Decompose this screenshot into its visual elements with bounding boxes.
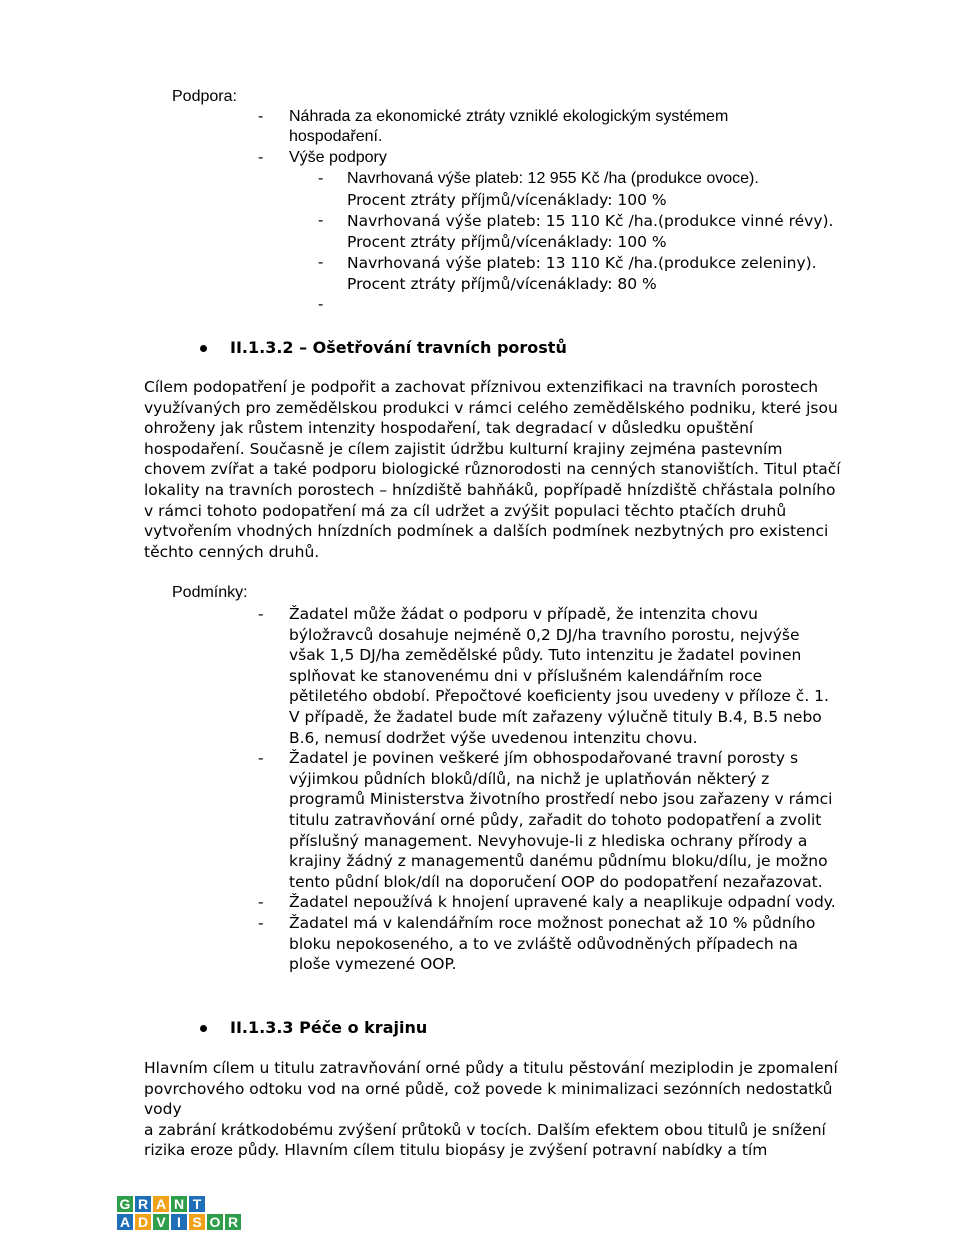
section1-text: Cílem podopatření je podpořit a zachovat příznivou extenzifikaci na travních porostech využívaných pro zemědělskou produkci v rámci celého zemědělského podniku, které jsou ohroženy jak růstem intenzity hospodaření, tak degradací v důsledku opuštění hospodaření. Současně je cílem zajistit údržbu kulturní krajiny zejména pastevním chovem zvířat a také podporu biologické různorodosti na cenných stanovištích. Titul ptačí lokality na travních porostech – hnízdiště bahňáků, popřípadě hnízdiště chřástala polního v rámci tohoto podopatření má za cíl udržet a zvýšit populaci těchto ptačích druhů vytvořením vhodných hnízdních podmínek a dalších podmínek nezbytných pro existenci těchto cenných druhů. xyxy=(144,378,841,561)
logo-letter: S xyxy=(189,1214,205,1230)
sub-item-3-line1: Navrhovaná výše plateb: 13 110 Kč /ha.(produkce zeleniny). xyxy=(347,254,817,272)
list-dash: - xyxy=(258,605,264,623)
list-dash: - xyxy=(258,913,264,932)
logo-letter: V xyxy=(153,1214,169,1230)
sub-item-1-line1: Navrhovaná výše plateb: 12 955 Kč /ha (produkce ovoce). xyxy=(347,170,759,187)
podpora-item-1-cont: hospodaření. xyxy=(289,128,383,145)
sub-dash-1: - xyxy=(318,170,324,187)
grant-advisor-logo xyxy=(117,1196,241,1232)
sub-dash-2: - xyxy=(318,212,324,229)
list-item-text: Žadatel nepoužívá k hnojení upravené kaly a neaplikuje odpadní vody. xyxy=(289,893,836,912)
logo-letter: N xyxy=(171,1196,187,1212)
sub-item-2-line1: Navrhovaná výše plateb: 15 110 Kč /ha.(produkce vinné révy). xyxy=(347,212,834,230)
logo-letter: A xyxy=(117,1214,133,1230)
podpora-label: Podpora: xyxy=(172,88,237,105)
logo-letter: A xyxy=(153,1196,169,1212)
podpora-item-dash-2: - xyxy=(258,149,264,166)
bullet-icon xyxy=(200,1025,207,1032)
section1-paragraph xyxy=(144,377,844,562)
section2-paragraph xyxy=(144,1058,844,1161)
list-dash: - xyxy=(258,893,264,912)
list-item xyxy=(258,604,838,748)
bullet-icon xyxy=(200,345,207,352)
sub-item-3-line2: Procent ztráty příjmů/vícenáklady: 80 % xyxy=(347,275,657,293)
section-title-2: II.1.3.3 Péče o krajinu xyxy=(230,1018,428,1037)
sub-item-1-line2: Procent ztráty příjmů/vícenáklady: 100 % xyxy=(347,191,667,209)
section2-text-2: a zabrání krátkodobému zvýšení průtoků v tocích. Dalším efektem obou titulů je snížení rizika eroze půdy. Hlavním cílem titulu biopásy je zvýšení potravní nabídky a tím xyxy=(144,1120,826,1160)
logo-row-1 xyxy=(117,1196,241,1212)
sub-dash-3: - xyxy=(318,254,324,271)
sub-dash-empty: - xyxy=(318,296,324,313)
list-item-text: Žadatel může žádat o podporu v případě, že intenzita chovu býložravců dosahuje nejméně 0,2 DJ/ha travního porostu, nejvýše však 1,5 DJ/ha zemědělské půdy. Tuto intenzitu je žadatel povinen splňovat ke stanovenému dni v příslušném kalendářním roce pětiletého období. Přepočtové koeficienty jsou uvedeny v příloze č. 1. V případě, že žadatel bude mít zařazeny výlučně tituly B.4, B.5 nebo B.6, nemusí dodržet výše uvedenou intenzitu chovu. xyxy=(289,605,829,747)
list-item-text: Žadatel má v kalendářním roce možnost ponechat až 10 % půdního bloku nepokoseného, a to ve zvláště odůvodněných případech na ploše vymezené OOP. xyxy=(289,913,816,974)
list-item xyxy=(258,913,838,975)
section2-text-1: Hlavním cílem u titulu zatravňování orné půdy a titulu pěstování meziplodin je zpomalení povrchového odtoku vod na orné půdě, což povede k minimalizaci sezónních nedostatků vody xyxy=(144,1059,838,1119)
sub-item-2-line2: Procent ztráty příjmů/vícenáklady: 100 % xyxy=(347,233,667,251)
podpora-item-2: Výše podpory xyxy=(289,149,387,166)
logo-letter: I xyxy=(171,1214,187,1230)
podminky-list xyxy=(258,604,838,975)
logo-letter: R xyxy=(225,1214,241,1230)
section-heading-1 xyxy=(230,338,567,357)
list-dash: - xyxy=(258,749,264,768)
logo-letter: T xyxy=(189,1196,205,1212)
podpora-item-1: Náhrada za ekonomické ztráty vzniklé ekologickým systémem xyxy=(289,108,729,125)
logo-letter: O xyxy=(207,1214,223,1230)
list-item xyxy=(258,892,838,913)
logo-letter: R xyxy=(135,1196,151,1212)
logo-letter: D xyxy=(135,1214,151,1230)
section-title-1: II.1.3.2 – Ošetřování travních porostů xyxy=(230,338,567,357)
list-item xyxy=(258,748,838,892)
logo-letter: G xyxy=(117,1196,133,1212)
podpora-item-dash-1: - xyxy=(258,108,264,125)
logo-row-2 xyxy=(117,1214,241,1230)
list-item-text: Žadatel je povinen veškeré jím obhospodařované travní porosty s výjimkou půdních bloků/dílů, na nichž je uplatňován některý z programů Ministerstva životního prostředí nebo jsou zařazeny v rámci titulu zatravňování orné půdy, zařadit do tohoto podopatření a zvolit příslušný management. Nevyhovuje-li z hlediska ochrany přírody a krajiny žádný z managementů danému půdnímu bloku/dílu, je možno tento půdní blok/díl na doporučení OOP do podopatření nezařazovat. xyxy=(289,749,833,891)
section-heading-2 xyxy=(230,1018,427,1037)
podminky-label: Podmínky: xyxy=(172,584,248,601)
